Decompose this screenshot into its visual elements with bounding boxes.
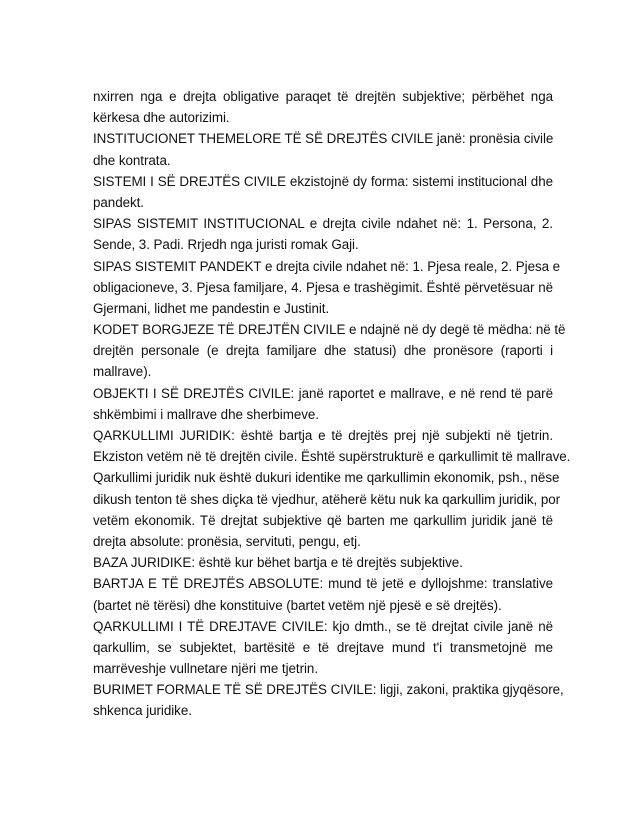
text-line: KODET BORGJEZE TË DREJTËN CIVILE e ndajnë në dy degë të mëdha: në të — [93, 322, 566, 338]
text-line: SIPAS SISTEMIT PANDEKT e drejta civile ndahet në: 1. Pjesa reale, 2. Pjesa e — [93, 258, 561, 274]
text-line: drejtën personale (e drejta familjare dhe statusi) dhe pronësore (raporti i — [93, 343, 553, 359]
text-line: (bartet në tërësi) dhe konstituive (bartet vetëm një pjesë e së drejtës). — [93, 597, 502, 613]
text-line: BAZA JURIDIKE: është kur bëhet bartja e të drejtës subjektive. — [93, 555, 463, 571]
text-line: Sende, 3. Padi. Rrjedh nga juristi romak Gaji. — [93, 237, 359, 253]
text-line: BARTJA E TË DREJTËS ABSOLUTE: mund të jetë e dyllojshme: translative — [93, 576, 553, 592]
text-line: QARKULLIMI JURIDIK: është bartja e të drejtës prej një subjekti në tjetrin. — [93, 428, 553, 443]
text-line: pandekt. — [93, 194, 144, 210]
document-body — [93, 86, 571, 722]
text-line: dikush tenton të shes diçka të vjedhur, atëherë këtu nuk ka qarkullim juridik, por — [93, 491, 561, 507]
text-line: Gjermani, lidhet me pandestin e Justinit. — [93, 300, 330, 316]
text-line: OBJEKTI I SË DREJTËS CIVILE: janë raportet e mallrave, e në rend të parë — [93, 385, 553, 401]
text-line: Qarkullimi juridik nuk është dukuri identike me qarkullimin ekonomik, psh., nëse — [93, 470, 560, 486]
text-line: SIPAS SISTEMIT INSTITUCIONAL e drejta civile ndahet në: 1. Persona, 2. — [93, 216, 553, 232]
text-line: marrëveshje vullnetare njëri me tjetrin. — [93, 661, 318, 677]
text-line: vetëm ekonomik. Të drejtat subjektive që barten me qarkullim juridik janë të — [93, 512, 553, 528]
text-line: Ekziston vetëm në të drejtën civile. Është supërstrukturë e qarkullimit të mallrave. — [93, 449, 571, 465]
text-line: mallrave). — [93, 364, 152, 380]
text-line: obligacioneve, 3. Pjesa familjare, 4. Pjesa e trashëgimit. Është përvetësuar në — [93, 279, 553, 295]
text-line: dhe kontrata. — [93, 152, 171, 168]
text-line: shkëmbimi i mallrave dhe sherbimeve. — [93, 406, 319, 422]
text-line: BURIMET FORMALE TË SË DREJTËS CIVILE: ligji, zakoni, praktika gjyqësore, — [93, 682, 564, 698]
text-line: SISTEMI I SË DREJTËS CIVILE ekzistojnë dy forma: sistemi institucional dhe — [93, 173, 553, 189]
text-line: shkenca juridike. — [93, 703, 192, 719]
text-line: QARKULLIMI I TË DREJTAVE CIVILE: kjo dmth., se të drejtat civile janë në — [93, 618, 553, 634]
text-line: qarkullim, se subjektet, bartësitë e të drejtave mund t'i transmetojnë me — [93, 639, 553, 655]
text-line: kërkesa dhe autorizimi. — [93, 110, 230, 126]
text-line: INSTITUCIONET THEMELORE TË SË DREJTËS CIVILE janë: pronësia civile — [93, 131, 554, 147]
text-line: drejta absolute: pronësia, servituti, pengu, etj. — [93, 533, 361, 549]
text-line: nxirren nga e drejta obligative paraqet të drejtën subjektive; përbëhet nga — [93, 89, 553, 104]
